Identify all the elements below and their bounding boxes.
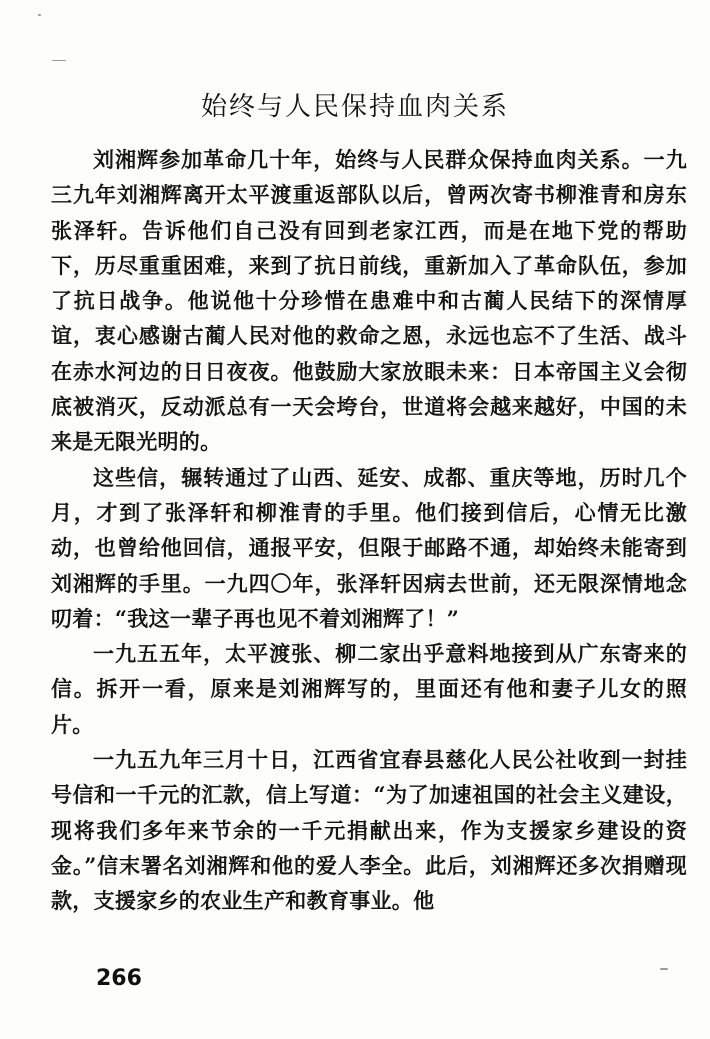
paragraph-2: 这些信，辗转通过了山西、延安、成都、重庆等地，历时几个月，才到了张泽轩和柳淮青的手里。他们接到信后，心情无比激动，也曾给他回信，通报平安，但限于邮路不通，却始终未能寄到刘湘辉的手里。一九四〇年，张泽轩因病去世前，还无限深情地念叨着：“我这一辈子再也见不着刘湘辉了！” xyxy=(51,464,687,631)
paragraph-1: 刘湘辉参加革命几十年，始终与人民群众保持血肉关系。一九三九年刘湘辉离开太平渡重返部队以后，曾两次寄书柳淮青和房东张泽轩。告诉他们自己没有回到老家江西，而是在地下党的帮助下，历尽重重困难，来到了抗日前线，重新加入了革命队伍，参加了抗日战争。他说他十分珍惜在患难中和古蔺人民结下的深情厚谊，衷心感谢古蔺人民对他的救命之恩，永远也忘不了生活、战斗在赤水河边的日日夜夜。他鼓励大家放眼未来：日本帝国主义会彻底被消灭，反动派总有一天会垮台，世道将会越来越好，中国的未来是无限光明的。 xyxy=(51,147,687,455)
paragraph-4: 一九五九年三月十日，江西省宜春县慈化人民公社收到一封挂号信和一千元的汇款，信上写道：“为了加速祖国的社会主义建设，现将我们多年来节余的一千元捐献出来，作为支援家乡建设的资金。”信末署名刘湘辉和他的爱人李全。此后，刘湘辉还多次捐赠现款，支援家乡的农业生产和教育事业。他 xyxy=(51,747,687,914)
page-number: 266 xyxy=(96,966,142,991)
scan-speck xyxy=(38,14,41,16)
scan-speck xyxy=(52,60,66,61)
body-text xyxy=(51,142,687,919)
scan-speck xyxy=(660,968,668,970)
section-title: 始终与人民保持血肉关系 xyxy=(200,92,509,122)
paragraph-3: 一九五五年，太平渡张、柳二家出乎意料地接到从广东寄来的信。拆开一看，原来是刘湘辉写的，里面还有他和妻子儿女的照片。 xyxy=(51,641,687,737)
